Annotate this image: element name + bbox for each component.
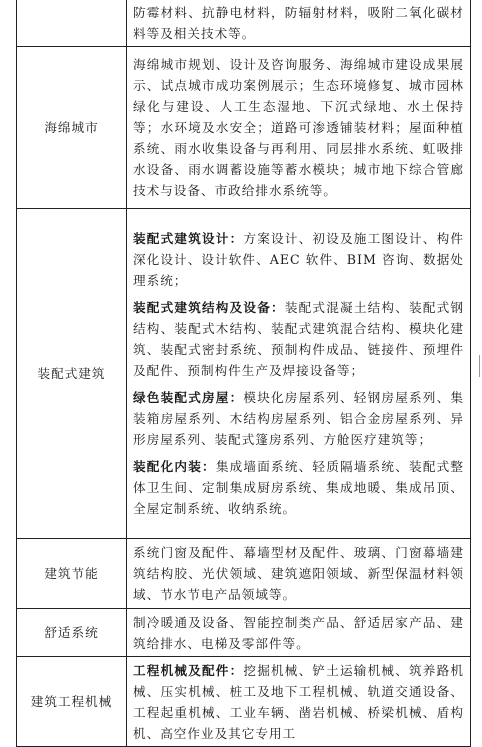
table-row [17, 209, 471, 539]
description-cell [127, 657, 471, 747]
paragraph-heading: 绿色装配式房屋： [133, 390, 244, 405]
description-cell: 防霉材料、抗静电材料，防辐射材料，吸附二氧化碳材料等及相关技术等。 [127, 0, 471, 47]
paragraph [133, 456, 464, 519]
category-cell: 海绵城市 [17, 47, 127, 209]
table-row [17, 539, 471, 609]
paragraph-body: 装配式混凝土结构、装配式钢结构、装配式木结构、装配式建筑混合结构、模块化建筑、装配式密封系统、预制构件成品、链接件、预埋件及配件、预制构件生产及焊接设备等； [133, 300, 465, 378]
description-cell [127, 209, 471, 539]
scroll-edge-marker [473, 355, 480, 377]
category-cell: 舒适系统 [17, 609, 127, 657]
paragraph [133, 297, 464, 381]
paragraph-heading: 装配化内装： [133, 459, 216, 474]
category-cell: 建筑工程机械 [17, 657, 127, 747]
paragraph [133, 228, 464, 291]
paragraph-heading: 装配式建筑结构及设备： [133, 300, 285, 315]
description-cell: 制冷暖通及设备、智能控制类产品、舒适居家产品、建筑给排水、电梯及零部件等。 [127, 609, 471, 657]
exhibit-scope-table [16, 0, 471, 747]
paragraph [133, 660, 464, 744]
paragraph [133, 387, 464, 450]
paragraph-heading: 装配式建筑设计： [133, 231, 244, 246]
paragraph-body: 挖掘机械、铲土运输机械、筑养路机械、压实机械、桩工及地下工程机械、轨道交通设备、工程起重机械、工业车辆、凿岩机械、桥梁机械、盾构机、高空作业及其它专用工 [133, 662, 465, 741]
paragraph-heading: 工程机械及配件： [133, 662, 244, 678]
category-cell [17, 0, 127, 47]
paragraph-body: 集成墙面系统、轻质隔墙系统、装配式整体卫生间、定制集成厨房系统、集成地暖、集成吊顶、全屋定制系统、收纳系统。 [133, 459, 465, 516]
paragraph-body: 模块化房屋系列、轻钢房屋系列、集装箱房屋系列、木结构房屋系列、铝合金房屋系列、异形房屋系列、装配式篷房系列、方舱医疗建筑等； [133, 390, 465, 447]
description-cell: 系统门窗及配件、幕墙型材及配件、玻璃、门窗幕墙建筑结构胶、光伏领域、建筑遮阳领域、新型保温材料领域、节水节电产品领域等。 [127, 539, 471, 609]
category-cell: 装配式建筑 [17, 209, 127, 539]
table-row [17, 47, 471, 209]
table-row [17, 0, 471, 47]
category-cell: 建筑节能 [17, 539, 127, 609]
table-row [17, 657, 471, 747]
description-cell: 海绵城市规划、设计及咨询服务、海绵城市建设成果展示、试点城市成功案例展示；生态环境修复、城市园林绿化与建设、人工生态湿地、下沉式绿地、水土保持等；水环境及水安全；道路可渗透铺装材料；屋面种植系统、雨水收集设备与再利用、同层排水系统、虹吸排水设备、雨水调蓄设施等蓄水模块；城市地下综合管廊技术与设备、市政给排水系统等。 [127, 47, 471, 209]
paragraph-body: 方案设计、初设及施工图设计、构件深化设计、设计软件、AEC 软件、BIM 咨询、数据处理系统； [133, 231, 465, 288]
table-row [17, 609, 471, 657]
